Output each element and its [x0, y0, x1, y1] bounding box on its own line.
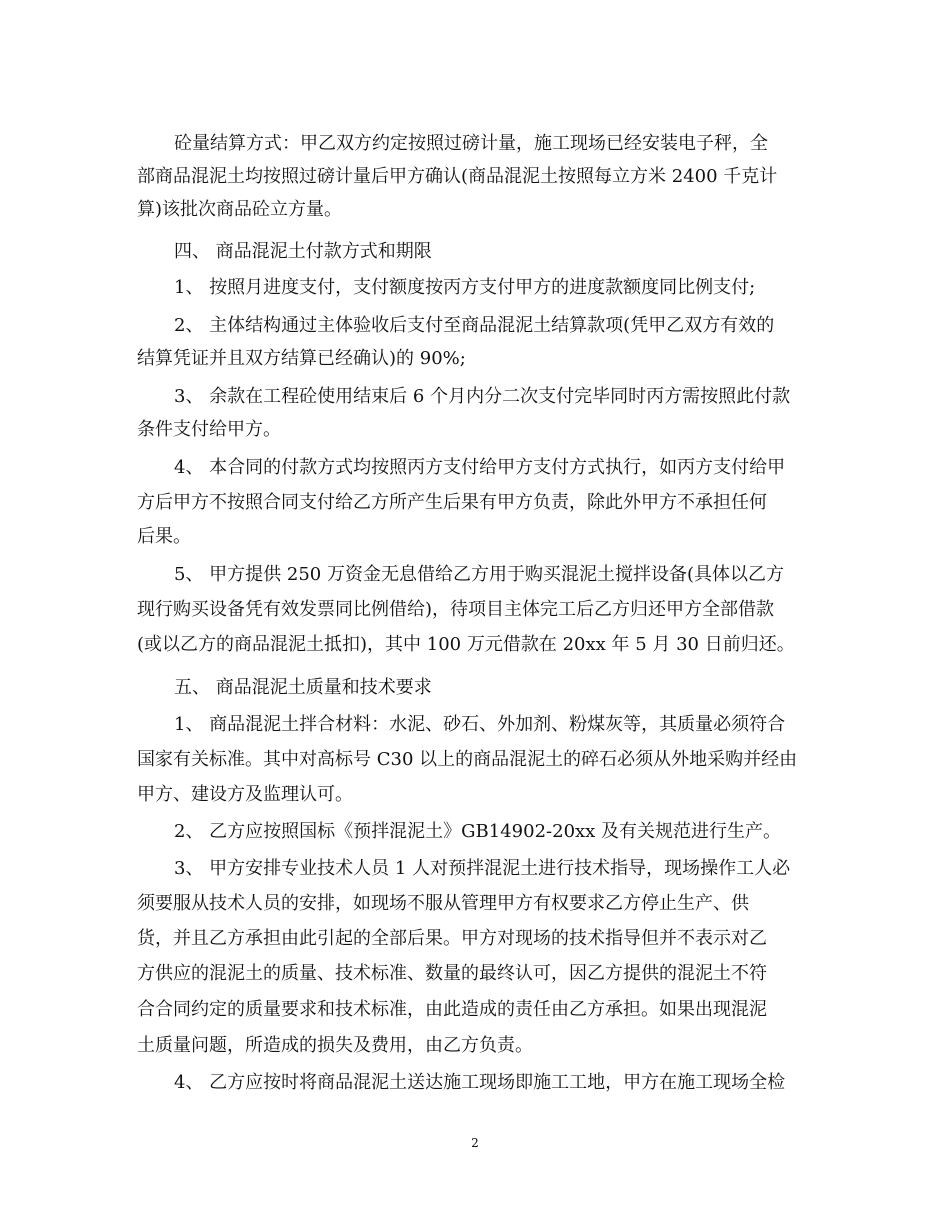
text-line-3: 算)该批次商品砼立方量。	[137, 199, 343, 220]
text-line-25: 合合同约定的质量要求和技术标准，由此造成的责任由乙方承担。如果出现混泥	[137, 999, 767, 1020]
text-line-1: 砼量结算方式：甲乙双方约定按照过磅计量，施工现场已经安装电子秤，全	[174, 133, 768, 154]
text-line-17: 1、 商品混泥土拌合材料：水泥、砂石、外加剂、粉煤灰等，其质量必须符合	[174, 714, 786, 735]
text-line-14: 现行购买设备凭有效发票同比例借给)，待项目主体完工后乙方归还甲方全部借款	[137, 599, 775, 620]
text-line-12: 后果。	[137, 526, 191, 547]
section-heading-5: 五、 商品混泥土质量和技术要求	[174, 677, 432, 698]
text-line-6: 2、 主体结构通过主体验收后支付至商品混泥土结算款项(凭甲乙双方有效的	[174, 315, 775, 336]
text-line-24: 方供应的混泥土的质量、技术标准、数量的最终认可，因乙方提供的混泥土不符	[137, 963, 767, 984]
text-line-5: 1、 按照月进度支付，支付额度按丙方支付甲方的进度款额度同比例支付;	[174, 277, 756, 298]
section-heading-4: 四、 商品混泥土付款方式和期限	[174, 241, 432, 262]
text-line-13: 5、 甲方提供 250 万资金无息借给乙方用于购买混泥土搅拌设备(具体以乙方	[174, 564, 784, 585]
text-line-18: 国家有关标准。其中对高标号 C30 以上的商品混泥土的碎石必须从外地采购并经由	[137, 749, 798, 770]
text-line-10: 4、 本合同的付款方式均按照丙方支付给甲方支付方式执行，如丙方支付给甲	[174, 457, 786, 478]
text-line-19: 甲方、建设方及监理认可。	[137, 784, 353, 805]
text-line-11: 方后甲方不按照合同支付给乙方所产生后果有甲方负责，除此外甲方不承担任何	[137, 492, 767, 513]
text-line-2: 部商品混泥土均按照过磅计量后甲方确认(商品混泥土按照每立方米 2400 千克计	[137, 166, 778, 187]
text-line-7: 结算凭证并且双方结算已经确认)的 90%;	[137, 348, 466, 369]
text-line-15: (或以乙方的商品混泥土抵扣)，其中 100 万元借款在 20xx 年 5 月 30 日前归还。	[137, 634, 795, 655]
text-line-27: 4、 乙方应按时将商品混泥土送达施工现场即施工工地，甲方在施工现场全检	[174, 1072, 786, 1093]
text-line-20: 2、 乙方应按照国标《预拌混泥土》GB14902-20xx 及有关规范进行生产。	[174, 821, 782, 842]
text-line-21: 3、 甲方安排专业技术人员 1 人对预拌混泥土进行技术指导，现场操作工人必	[174, 858, 791, 879]
text-line-8: 3、 余款在工程砼使用结束后 6 个月内分二次支付完毕同时丙方需按照此付款	[174, 386, 791, 407]
text-line-26: 土质量问题，所造成的损失及费用，由乙方负责。	[137, 1035, 533, 1056]
text-line-9: 条件支付给甲方。	[137, 419, 281, 440]
text-line-23: 货，并且乙方承担由此引起的全部后果。甲方对现场的技术指导但并不表示对乙	[137, 928, 767, 949]
page-number: 2	[471, 1136, 479, 1150]
text-line-22: 须要服从技术人员的安排，如现场不服从管理甲方有权要求乙方停止生产、供	[137, 893, 749, 914]
